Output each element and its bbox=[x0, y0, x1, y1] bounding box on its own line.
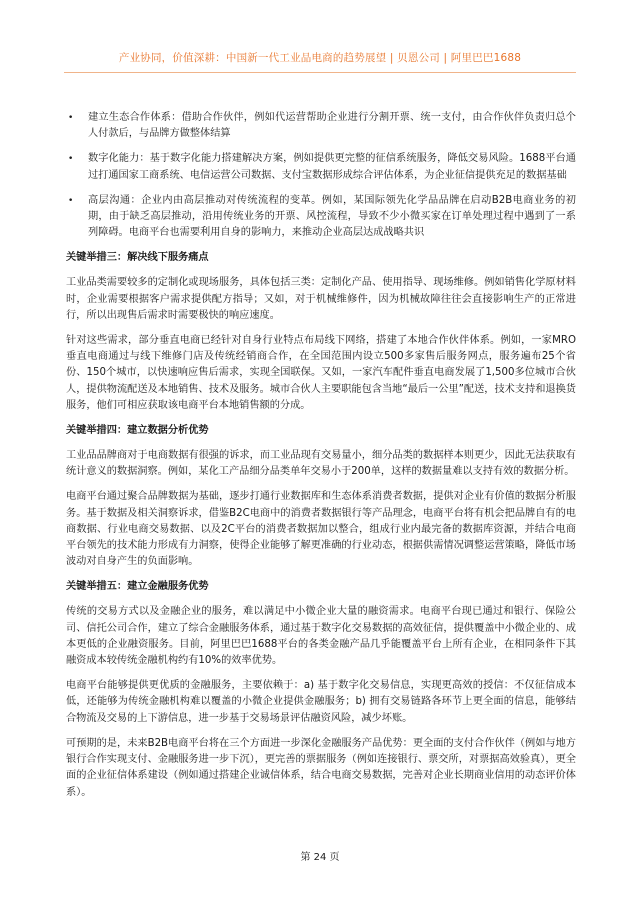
paragraph: 电商平台通过聚合品牌数据为基础，逐步打通行业数据库和生态体系消费者数据，提供对企业有价值的数据分析服务。基于数据及相关洞察诉求，借鉴B2C电商中的消费者数据银行等产品理念，电商平台将有机会把品牌自有的电商数据、行业电商交易数据、以及2C平台的消费者数据加以整合，组成行业内最完备的数据库资源，并结合电商平台领先的技术能力形成有力洞察，使得企业能够了解更准确的行业动态，根据供需情况调整运营策略，降低市场波动对自身产生的负面影响。 bbox=[66, 491, 576, 568]
paragraph: 工业品品牌商对于电商数据有很强的诉求，而工业品现有交易量小，细分品类的数据样本则更少，因此无法获取有统计意义的数据洞察。例如，某化工产品细分品类单年交易小于200单，这样的数据量难以支持有效的数据分析。 bbox=[66, 450, 576, 478]
section-data bbox=[66, 423, 576, 570]
paragraph: 工业品类需要较多的定制化或现场服务，具体包括三类：定制化产品、使用指导、现场维修。例如销售化学原材料时，企业需要根据客户需求提供配方指导；又如，对于机械维修件，因为机械故障往往会直接影响生产的正常进行，所以出现售后需求时需要极快的响应速度。 bbox=[66, 277, 576, 321]
paragraph: 针对这些需求，部分垂直电商已经针对自身行业特点布局线下网络，搭建了本地合作伙伴体系。例如，一家MRO垂直电商通过与线下维修门店及传统经销商合作，在全国范围内设立500多家售后服务网点，服务遍布25个省份、150个城市，以快速响应售后需求，实现全国联保。又如，一家汽车配件垂直电商发展了1,500多位城市合伙人，提供物流配送及本地销售、技术及服务。城市合伙人主要职能包含当地“最后一公里”配送，技术支持和退换货服务，他们可相应获取该电商平台本地销售额的分成。 bbox=[66, 335, 576, 411]
section-heading: 关键举措四：建立数据分析优势 bbox=[66, 425, 209, 437]
page-number: 第 24 页 bbox=[300, 852, 340, 863]
paragraph: 可预期的是，未来B2B电商平台将在三个方面进一步深化金融服务产品优势：更全面的支付合作伙伴（例如与地方银行合作实现支付、金融服务进一步下沉），更完善的票据服务（例如连接银行、票交所，对票据高效验真），更全面的企业征信体系建设（例如通过搭建企业诚信体系，结合电商交易数据，完善对企业长期商业信用的动态评价体系）。 bbox=[66, 737, 576, 798]
section-heading: 关键举措三：解决线下服务痛点 bbox=[66, 252, 209, 264]
section-heading: 关键举措五：建立金融服务优势 bbox=[66, 581, 209, 593]
paragraph: 传统的交易方式以及金融企业的服务，难以满足中小微企业大量的融资需求。电商平台现已通过和银行、保险公司、信托公司合作，建立了综合金融服务体系，通过基于数字化交易数据的高效征信，提供覆盖中小微企业的、成本更低的企业融资服务。目前，阿里巴巴1688平台的各类金融产品几乎能覆盖平台上所有企业，在相同条件下其融资成本较传统金融机构约有10%的效率优势。 bbox=[66, 606, 576, 667]
bullet-item: • 数字化能力：基于数字化能力搭建解决方案，例如提供更完整的征信系统服务，降低交易风险。1688平台通过打通国家工商系统、电信运营公司数据、支付宝数据形成综合评估体系，为企业征信提供充足的数据基础 bbox=[66, 151, 576, 183]
bullet-list bbox=[66, 110, 576, 241]
page-header: 产业协同，价值深耕：中国新一代工业品电商的趋势展望 | 贝恩公司 | 阿里巴巴1688 bbox=[118, 52, 522, 64]
page-body bbox=[66, 110, 576, 810]
section-finance bbox=[66, 579, 576, 800]
bullet-item: • 建立生态合作体系：借助合作伙伴，例如代运营帮助企业进行分割开票、统一支付，由合作伙伴负责归总个人付款后，与品牌方做整体结算 bbox=[66, 110, 576, 142]
header-divider bbox=[64, 72, 576, 73]
paragraph: 电商平台能够提供更优质的金融服务，主要依赖于：a) 基于数字化交易信息，实现更高效的授信：不仅征信成本低，还能够为传统金融机构难以覆盖的小微企业提供金融服务；b) 拥有交易链路各环节上更全面的信息，能够结合物流及交易的上下游信息，进一步基于交易场景评估融资风险，减少坏账。 bbox=[66, 680, 576, 724]
section-service bbox=[66, 250, 576, 414]
bullet-item: • 高层沟通：企业内由高层推动对传统流程的变革。例如，某国际领先化学品品牌在启动B2B电商业务的初期，由于缺乏高层推动，沿用传统业务的开票、风控流程，导致不少小微买家在订单处理过程中遇到了一系列障碍。电商平台也需要利用自身的影响力，来推动企业高层达成战略共识 bbox=[66, 193, 576, 242]
